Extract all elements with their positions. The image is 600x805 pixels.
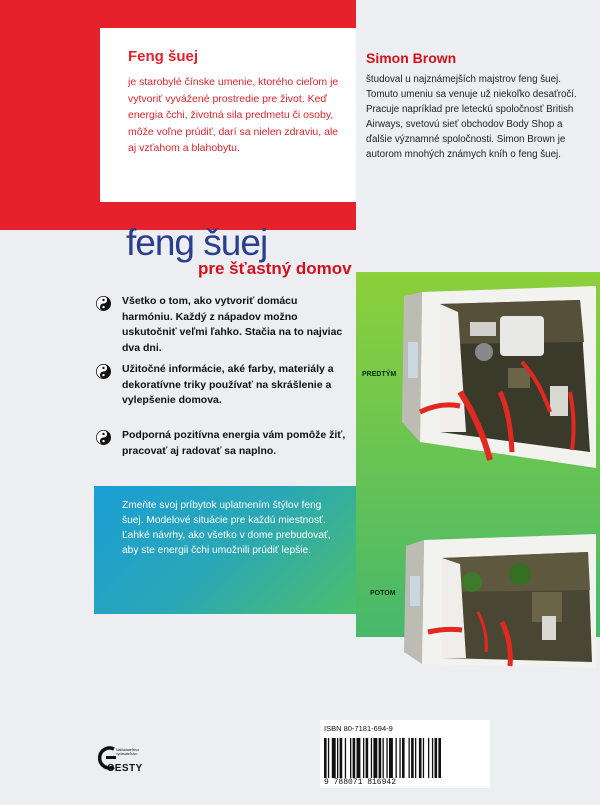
author-bio: študoval u najznámejších majstrov feng šuej. Tomuto umeniu sa venuje už niekoľko desaťročí. Pracuje napríklad pre leteckú spoločnosť British Airways, svetovú sieť obchodov Body Shop a ďalšie významné spoločnosti. Simon Brown je autorom mnohých známych kníh o feng šuej. [366, 74, 577, 160]
yin-yang-icon [96, 364, 111, 379]
blue-block-text: Zmeňte svoj príbytok uplatnením štýlov feng šuej. Modelové situácie pre každú miestnosť. Ľahké návrhy, ako všetko v dome prebudovať, aby ste energii čchi umožnili prúdiť lepšie. [122, 500, 331, 556]
intro-title: Feng šuej [128, 48, 199, 65]
bullet-text: Užitočné informácie, aké farby, materiály a dekoratívne triky používať na skrášlenie a vylepšenie domova. [122, 363, 334, 406]
room-before-illustration [400, 282, 596, 468]
author-name: Simon Brown [366, 50, 457, 66]
room-after-illustration [402, 532, 596, 668]
bullet-item [96, 294, 351, 356]
yin-yang-icon [96, 296, 111, 311]
publisher-label: Nakladateľstvo vydavateľstvo [116, 748, 140, 756]
after-label: POTOM [370, 590, 396, 597]
book-subtitle: pre šťastný domov [198, 259, 352, 278]
publisher-name: CESTY [107, 763, 143, 774]
book-title: feng šuej [126, 222, 268, 263]
bullet-item [96, 428, 351, 459]
intro-text: je starobylé čínske umenie, ktorého cieľom je vytvoriť vyvážené prostredie pre život. Keď energia čchi, životná sila predmetu či osoby, môže voľne prúdiť, darí sa nielen zdraviu, ale aj vzťahom a blahobytu. [128, 76, 339, 154]
bullet-text: Podporná pozitívna energia vám pomôže žiť, pracovať aj radovať sa naplno. [122, 429, 346, 457]
bullet-text: Všetko o tom, ako vytvoriť domácu harmóniu. Každý z nápadov možno uskutočniť veľmi ľahko. Stačia na to najviac dva dni. [122, 295, 343, 354]
before-label: PREDTÝM [362, 371, 397, 378]
isbn-text: ISBN 80-7181-694-9 [324, 724, 393, 733]
bullet-item [96, 362, 351, 409]
yin-yang-icon [96, 430, 111, 445]
barcode-digits: 9 788071 816942 [324, 778, 397, 787]
barcode [324, 738, 486, 778]
